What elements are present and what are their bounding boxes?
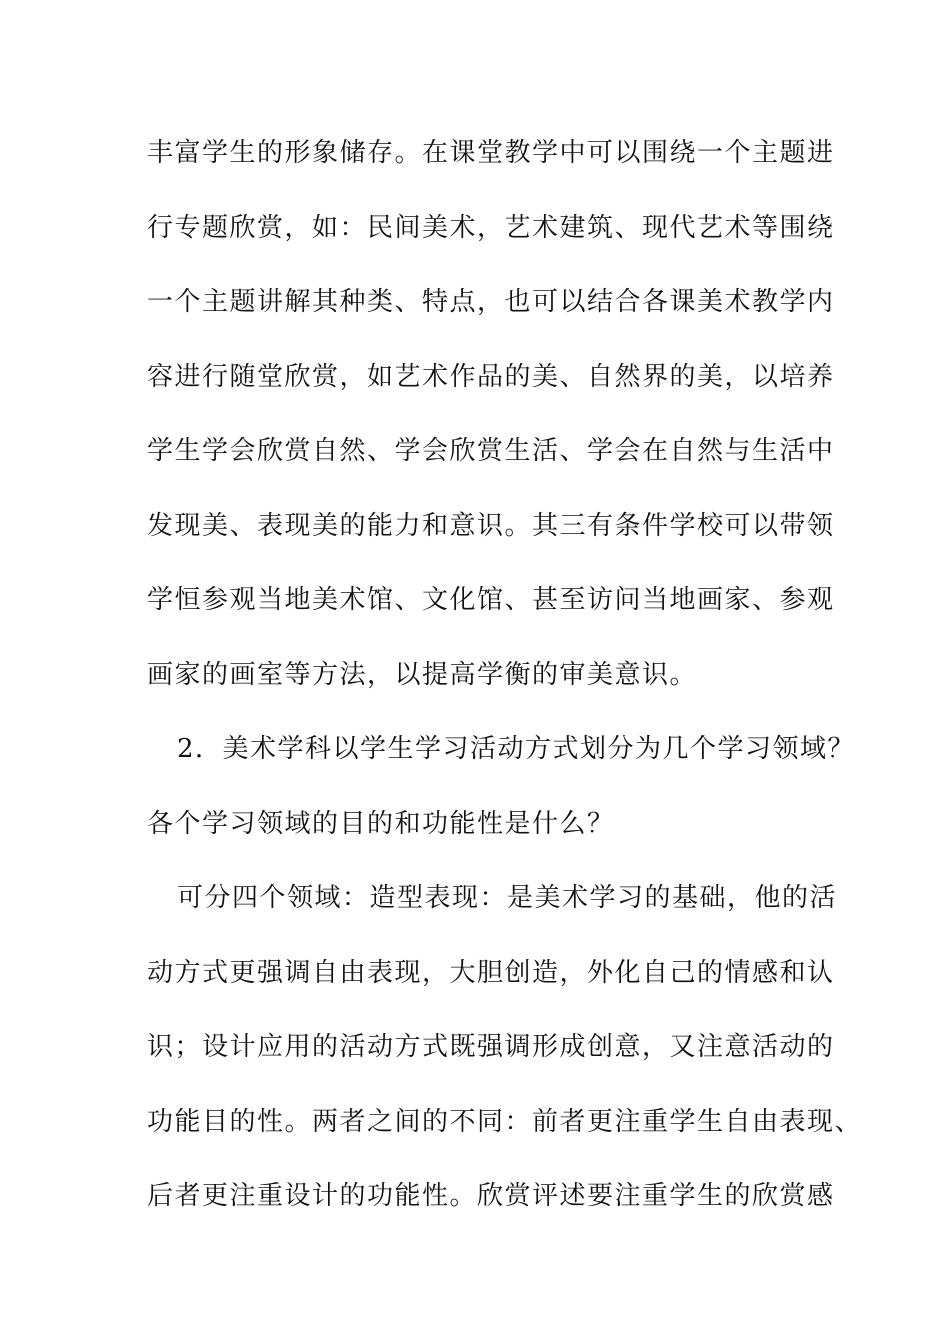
text-line: 学生学会欣赏自然、学会欣赏生活、学会在自然与生活中: [147, 436, 835, 466]
text-line: 一个主题讲解其种类、特点，也可以结合各课美术教学内: [147, 287, 835, 317]
text-line: 识；设计应用的活动方式既强调形成创意，又注意活动的: [147, 1032, 835, 1062]
text-line: 发现美、表现美的能力和意识。其三有条件学校可以带领: [147, 510, 835, 541]
text-line: 行专题欣赏，如：民间美术，艺术建筑、现代艺术等围绕: [147, 212, 835, 243]
text-line: 画家的画室等方法，以提高学衡的审美意识。: [147, 659, 698, 690]
text-line: 容进行随堂欣赏，如艺术作品的美、自然界的美，以培养: [147, 361, 835, 392]
question-heading: 2．美术学科以学生学习活动方式划分为几个学习领域？: [177, 734, 856, 764]
text-line: 丰富学生的形象储存。在课堂教学中可以围绕一个主题进: [147, 138, 835, 168]
text-line: 后者更注重设计的功能性。欣赏评述要注重学生的欣赏感: [147, 1181, 835, 1211]
text-line: 功能目的性。两者之间的不同：前者更注重学生自由表现、: [147, 1106, 863, 1137]
document-body: [147, 128, 863, 1246]
answer-paragraph-start: 可分四个领域：造型表现：是美术学习的基础，他的活: [177, 883, 838, 913]
text-line: 动方式更强调自由表现，大胆创造，外化自己的情感和认: [147, 957, 835, 988]
text-line: 学恒参观当地美术馆、文化馆、甚至访问当地画家、参观: [147, 585, 835, 615]
question-heading-continued: 各个学习领域的目的和功能性是什么？: [147, 808, 615, 839]
